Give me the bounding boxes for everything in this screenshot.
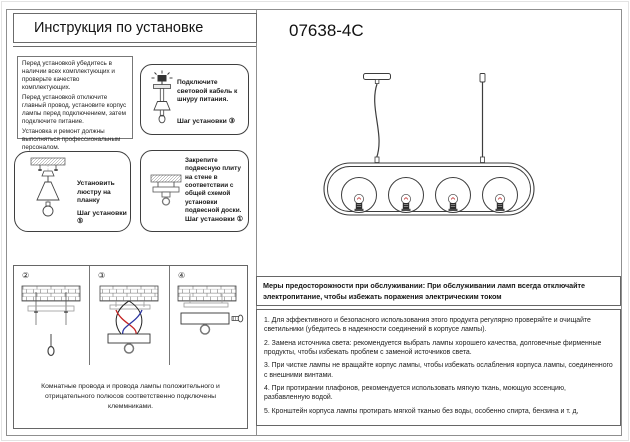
title-box xyxy=(13,13,257,43)
preparation-box xyxy=(17,56,133,151)
preparation-paragraph: Установка и ремонт должны выполняться профессиональным персоналом. xyxy=(22,127,121,151)
maintenance-item: 4. При протирании плафонов, рекомендуется использовать мягкую ткань, моющую эссенцию, разбавленную водой. xyxy=(264,385,566,402)
title-underline xyxy=(13,46,256,47)
maintenance-header-text: Меры предосторожности при обслуживании: При обслуживании ламп всегда отключайте электропитание, чтобы избежать поражения электрическим током xyxy=(263,281,586,302)
mount-chandelier-step: Шаг установки ⑤ xyxy=(77,210,127,225)
mounting-plate-icon xyxy=(147,173,187,213)
ring xyxy=(201,325,210,334)
preparation-paragraph: Перед установкой отключите главный провод, установите корпус лампы перед подключением, затем подключите питание. xyxy=(22,93,127,125)
mount-chandelier-text: Установить люстру на планку xyxy=(77,180,115,205)
maintenance-list-box xyxy=(256,309,621,426)
diagram-label: ④ xyxy=(178,271,186,280)
maintenance-header-box xyxy=(256,276,621,306)
maintenance-item: 2. Замена источника света: рекомендуется выбрать лампы хорошего качества, долговечные фирменные продукты, чтобы избежать проблем с заменой источников света. xyxy=(264,339,602,356)
diagram-label: ② xyxy=(22,271,30,280)
wiring-note: Комнатные провода и провода лампы положительного и отрицательного полюсов соответственно подключены клеммниками. xyxy=(41,383,220,410)
model-number: 07638-4C xyxy=(289,21,364,40)
fix-plate-text: Закрепите подвесную плиту на стене в соответствии с общей схемой установки подвесной доски. xyxy=(185,157,242,214)
ceiling-canopy xyxy=(364,74,391,84)
page-title: Инструкция по установке xyxy=(34,20,204,36)
preparation-paragraph: Перед установкой убедитесь в наличии всех комплектующих и проверьте качество комплектующих. xyxy=(22,60,115,91)
diagram-label: ③ xyxy=(98,271,106,280)
suspension-rod xyxy=(480,74,485,163)
suspension-cord xyxy=(375,84,379,158)
maintenance-item: 1. Для эффективного и безопасного использования этого продукта регулярно проверяйте и очищайте светильники (убедитесь в надежности соединений в корпусе лампы). xyxy=(264,317,591,334)
chandelier-mount-icon xyxy=(27,156,71,228)
screw-bolt xyxy=(232,315,243,322)
maintenance-item: 5. Кронштейн корпуса лампы протирать мягкой тканью без воды, особенно спирта, бензина и т. д, xyxy=(264,407,579,415)
maintenance-item: 3. При чистке лампы не вращайте корпус лампы, чтобы избежать ослабления корпуса лампы, соединенного с внешними винтами. xyxy=(264,362,613,379)
connect-cable-text: Подключите световой кабель к шнуру питания. xyxy=(177,79,238,104)
cell-divider xyxy=(169,266,170,365)
fix-plate-step: Шаг установки ① xyxy=(185,216,243,223)
wiring-diagrams-box xyxy=(13,265,248,429)
light-fixture-icon xyxy=(149,70,175,128)
fix-plate-box xyxy=(140,150,249,232)
diagram-wire-connection xyxy=(92,282,167,364)
connect-cable-box xyxy=(140,64,249,135)
ring xyxy=(125,344,134,353)
diagram-plate-screw xyxy=(172,282,245,364)
pendant-lamp-illustration xyxy=(262,60,612,272)
connect-cable-step: Шаг установки ③ xyxy=(177,118,235,125)
mount-chandelier-box xyxy=(14,151,131,232)
cell-divider xyxy=(89,266,90,365)
wire-loop xyxy=(48,347,54,356)
diagram-hanging-wire xyxy=(16,282,87,364)
